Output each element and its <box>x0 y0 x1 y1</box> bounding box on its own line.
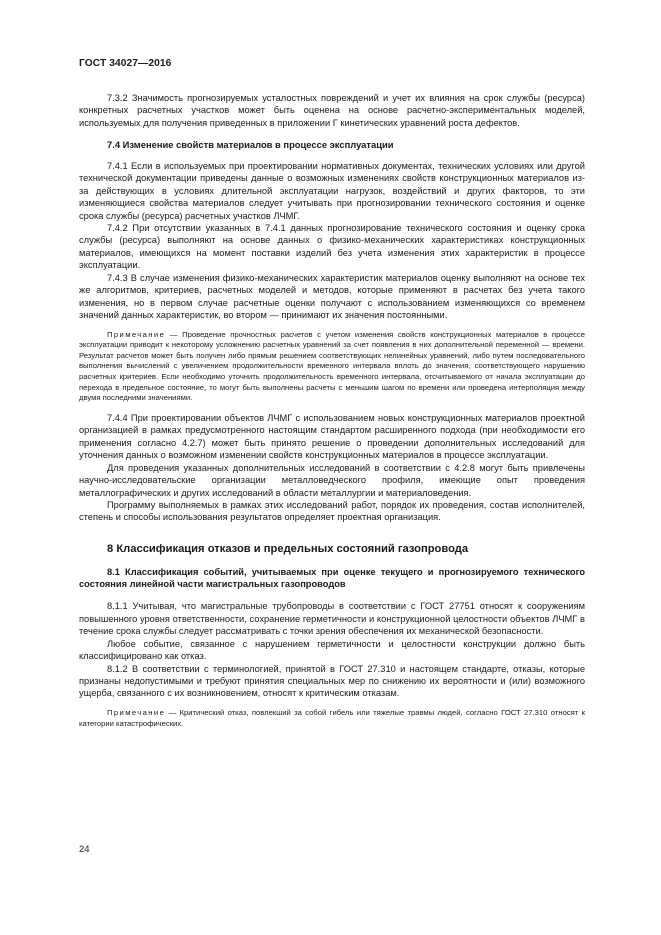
page-content <box>79 92 585 729</box>
note-label: Примечание <box>107 707 166 717</box>
section-heading-7-4: 7.4 Изменение свойств материалов в процессе эксплуатации <box>107 139 394 151</box>
paragraph-8-1-2: 8.1.2 В соответствии с терминологией, принятой в ГОСТ 27.310 и настоящем стандарте, отказы, которые признаны недопустимыми и требуют принятия специальных мер по снижению их вероятности и (или) возможного ущерба, связанного с их возникновением, относят к критическим отказам. <box>79 663 585 699</box>
section-heading-8-1: 8.1 Классификация событий, учитываемых при оценке текущего и прогнозируемого технического состояния линейной части магистральных газопроводов <box>79 566 585 590</box>
paragraph-research-program: Программу выполняемых в рамках этих исследований работ, порядок их проведения, состав исполнителей, степень и способы использования результатов определяет проектная организация. <box>79 499 585 523</box>
paragraph-8-1-1: 8.1.1 Учитывая, что магистральные трубопроводы в соответствии с ГОСТ 27751 относят к сооружениям повышенного уровня ответственности, сохранение герметичности и конструкционной целостности объектов ЛЧМГ в течение срока службы следует рассматривать с точки зрения обеспечения их механической безопасности. <box>79 601 585 637</box>
section-heading-8: 8 Классификация отказов и предельных состояний газопровода <box>107 542 469 555</box>
paragraph-failure-classification: Любое событие, связанное с нарушением герметичности и целостности конструкции должно быть классифицировано как отказ. <box>79 638 585 662</box>
note-7-4-3 <box>79 330 585 404</box>
note-text: — Проведение прочностных расчетов с учетом изменения свойств конструкционных материалов в процессе эксплуатации приводит к некоторому усложнению расчетных уравнений за счет появления в них дополнительной переменной — времени. Результат расчетов может быть получен либо прямым решением соответствующих нелинейных уравнений, либо путем последовательного выполнения вычислений с увеличением продолжительности временного интервала вплоть до значения, соответствующего нарушению расчетных критериев. Если необходимо уточнить продолжительность временного интервала, отсчитываемого от начала эксплуатации до перехода в предельное состояние, то могут быть выполнены расчеты с меньшим шагом по времени или проведена интерполяция между двумя последними значениями. <box>79 329 585 403</box>
paragraph-7-3-2: 7.3.2 Значимость прогнозируемых усталостных повреждений и учет их влияния на срок службы (ресурса) конкретных расчетных участков может быть оценена на основе расчетно-экспериментальных моделей, используемых для получения приведенных в приложении Г кинетических уравнений роста дефектов. <box>79 93 585 128</box>
paragraph-research-orgs: Для проведения указанных дополнительных исследований в соответствии с 4.2.8 могут быть привлечены научно-исследовательские организации металловедческого профиля, имеющие опыт проведения металлографических и других исследований в области металлургии и материаловедения. <box>79 462 585 498</box>
note-text: — Критический отказ, повлекший за собой гибель или тяжелые травмы людей, согласно ГОСТ 27.310 относят к категории катастрофических. <box>79 707 585 728</box>
paragraph-7-4-3: 7.4.3 В случае изменения физико-механических характеристик материалов оценку выполняют на основе тех же алгоритмов, критериев, расчетных моделей и методов, которые применяют в расчетах без учета такого изменения, но в первом случае расчетные оценки получают с использованием изменяющихся со временем значений данных характеристик, во втором — принимают их значения постоянными. <box>79 272 585 321</box>
note-8-1-2 <box>79 708 585 729</box>
paragraph-7-4-2: 7.4.2 При отсутствии указанных в 7.4.1 данных прогнозирование технического состояния и оценку срока службы (ресурса) выполняют на основе данных о физико-механических характеристиках конструкционных материалов, имеющихся на момент поставки изделий без учета изменения этих характеристик в процессе эксплуатации. <box>79 223 585 271</box>
paragraph-7-4-1: 7.4.1 Если в используемых при проектировании нормативных документах, технических условиях или другой технической документации приведены данные о возможных изменениях свойств конструкционных материалов из-за действующих в условиях длительной эксплуатации нагрузок, воздействий и других факторов, то эти изменяющиеся свойства материалов следует учитывать при прогнозировании технического состояния и оценке срока службы (ресурса) расчетных участков ЛЧМГ. <box>79 160 585 221</box>
paragraph-7-4-4: 7.4.4 При проектировании объектов ЛЧМГ с использованием новых конструкционных материалов проектной организацией в рамках предусмотренного настоящим стандартом расширенного подхода (при необходимости его применения согласно 4.2.7) может быть принято решение о проведении дополнительных исследований для уточнения данных о возможном изменении свойств конструкционных материалов в процессе эксплуатации. <box>79 412 585 461</box>
note-label: Примечание <box>107 329 166 339</box>
document-header: ГОСТ 34027—2016 <box>79 58 172 69</box>
page-number: 24 <box>79 844 90 855</box>
